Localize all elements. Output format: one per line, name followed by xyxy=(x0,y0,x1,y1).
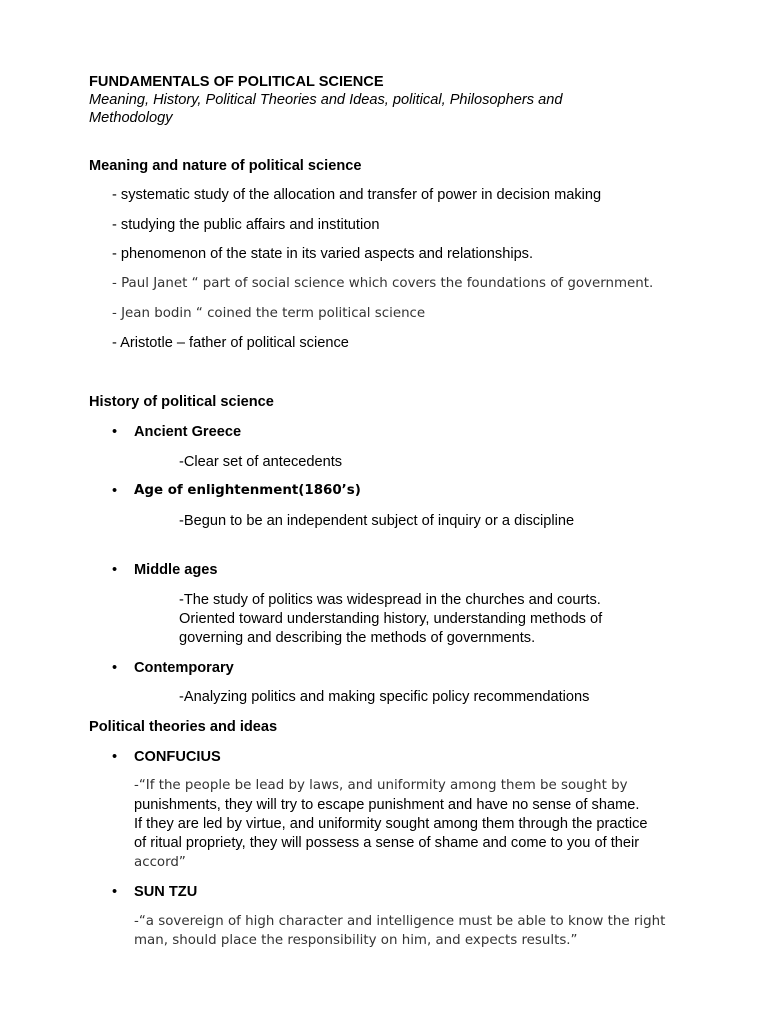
thinker-quote: -“a sovereign of high character and intelligence must be able to know the right xyxy=(134,914,666,929)
thinker-name: SUN TZU xyxy=(134,884,198,900)
meaning-item: - phenomenon of the state in its varied aspects and relationships. xyxy=(112,246,534,262)
era-name: Age of enlightenment(1860’s) xyxy=(134,483,361,498)
thinker-quote: If they are led by virtue, and uniformity sought among them through the practice xyxy=(134,816,648,832)
era-name: Contemporary xyxy=(134,660,234,676)
section-heading-theories: Political theories and ideas xyxy=(89,719,278,735)
meaning-item: - systematic study of the allocation and transfer of power in decision making xyxy=(112,187,602,203)
bullet-glyph: • xyxy=(112,483,118,499)
bullet-glyph: • xyxy=(112,884,118,900)
bullet-glyph: • xyxy=(112,749,118,765)
meaning-item: - Paul Janet “ part of social science which covers the foundations of government. xyxy=(112,276,654,291)
thinker-name: CONFUCIUS xyxy=(134,749,221,765)
section-heading-history: History of political science xyxy=(89,394,274,410)
meaning-item: - Jean bodin “ coined the term political science xyxy=(112,306,426,321)
meaning-item: - Aristotle – father of political science xyxy=(112,335,349,351)
document-title: FUNDAMENTALS OF POLITICAL SCIENCE xyxy=(89,74,384,90)
era-detail: -The study of politics was widespread in the churches and courts. xyxy=(179,592,601,608)
bullet-glyph: • xyxy=(112,424,118,440)
thinker-quote: accord” xyxy=(134,855,186,870)
era-detail: -Begun to be an independent subject of inquiry or a discipline xyxy=(179,513,575,529)
bullet-glyph: • xyxy=(112,660,118,676)
era-detail: Oriented toward understanding history, understanding methods of xyxy=(179,611,603,627)
era-detail: -Clear set of antecedents xyxy=(179,454,343,470)
thinker-quote: of ritual propriety, they will possess a sense of shame and come to you of their xyxy=(134,835,640,851)
era-detail: governing and describing the methods of governments. xyxy=(179,630,536,646)
era-name: Middle ages xyxy=(134,562,218,578)
section-heading-meaning: Meaning and nature of political science xyxy=(89,158,362,174)
meaning-item: - studying the public affairs and institution xyxy=(112,217,380,233)
thinker-quote: -“If the people be lead by laws, and uniformity among them be sought by xyxy=(134,778,628,793)
document-subtitle-line-1: Meaning, History, Political Theories and Ideas, political, Philosophers and xyxy=(89,92,563,108)
era-detail: -Analyzing politics and making specific policy recommendations xyxy=(179,689,590,705)
thinker-quote: man, should place the responsibility on him, and expects results.” xyxy=(134,933,578,948)
thinker-quote: punishments, they will try to escape punishment and have no sense of shame. xyxy=(134,797,640,813)
document-subtitle-line-2: Methodology xyxy=(89,110,173,126)
era-name: Ancient Greece xyxy=(134,424,242,440)
bullet-glyph: • xyxy=(112,562,118,578)
